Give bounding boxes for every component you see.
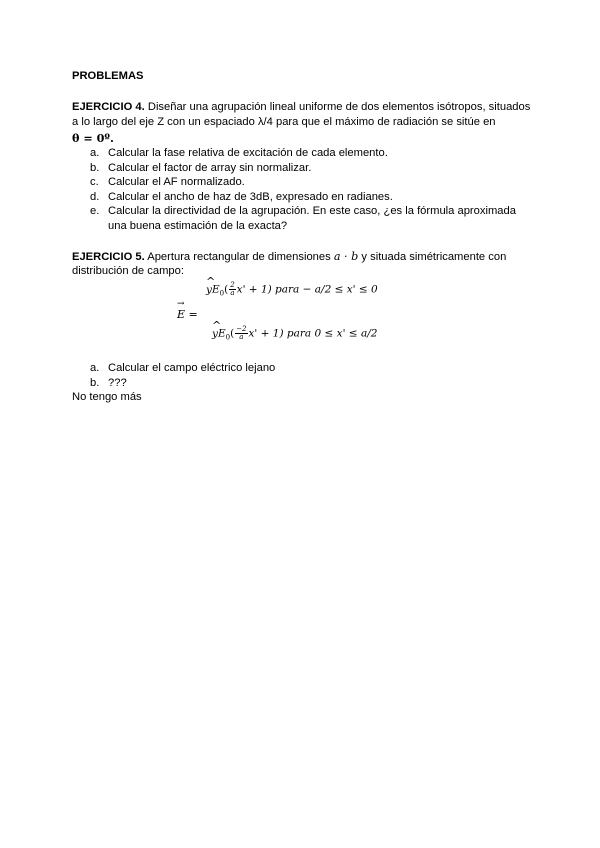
equation-lhs: → E = <box>177 299 198 321</box>
list-item: e. Calcular la directividad de la agrupación. En este caso, ¿es la fórmula aproximada una buena estimación de la exacta? <box>90 205 516 232</box>
ex5-line2: distribución de campo: <box>72 265 184 277</box>
list-item: c. Calcular el AF normalizado. <box>90 176 245 189</box>
ex4-line2: a lo largo del eje Z con un espaciado λ/4 para que el máximo de radiación se sitúe en <box>72 116 496 128</box>
list-item: a. Calcular el campo eléctrico lejano <box>90 362 276 374</box>
equation-case-2: ^ $yE_0$( $\frac{-2}{a}$ x' + 1) para 0 ≤ x' ≤ a/2 <box>212 326 377 342</box>
list-item: a. Calcular la fase relativa de excitación de cada elemento. <box>90 147 388 159</box>
list-item: b. ??? <box>90 376 127 389</box>
ex4-line1-text: Diseñar una agrupación lineal uniforme de dos elementos isótropos, situados <box>144 101 531 113</box>
list-item: b. Calcular el factor de array sin normalizar. <box>90 161 312 174</box>
ex4-label: EJERCICIO 4. <box>72 101 145 113</box>
ex4-list <box>90 146 516 234</box>
ex4-line3: θ = 0º. <box>72 131 114 145</box>
ex4-line1 <box>72 101 530 113</box>
ex5-label: EJERCICIO 5. <box>72 251 145 263</box>
ex5-line1: EJERCICIO 5. Apertura rectangular de dimensiones a · b y situada simétricamente con <box>72 250 507 263</box>
ex5-list <box>90 361 275 390</box>
list-item: d. Calcular el ancho de haz de 3dB, expresado en radianes. <box>90 190 393 203</box>
equation-case-1: ^ $yE_0$( $\frac{2}{a}$ x' + 1) para − a/2 ≤ x' ≤ 0 <box>206 282 378 298</box>
ex5-dims: a · b <box>333 250 359 263</box>
footer-note: No tengo más <box>72 391 142 403</box>
heading: PROBLEMAS <box>72 70 144 82</box>
